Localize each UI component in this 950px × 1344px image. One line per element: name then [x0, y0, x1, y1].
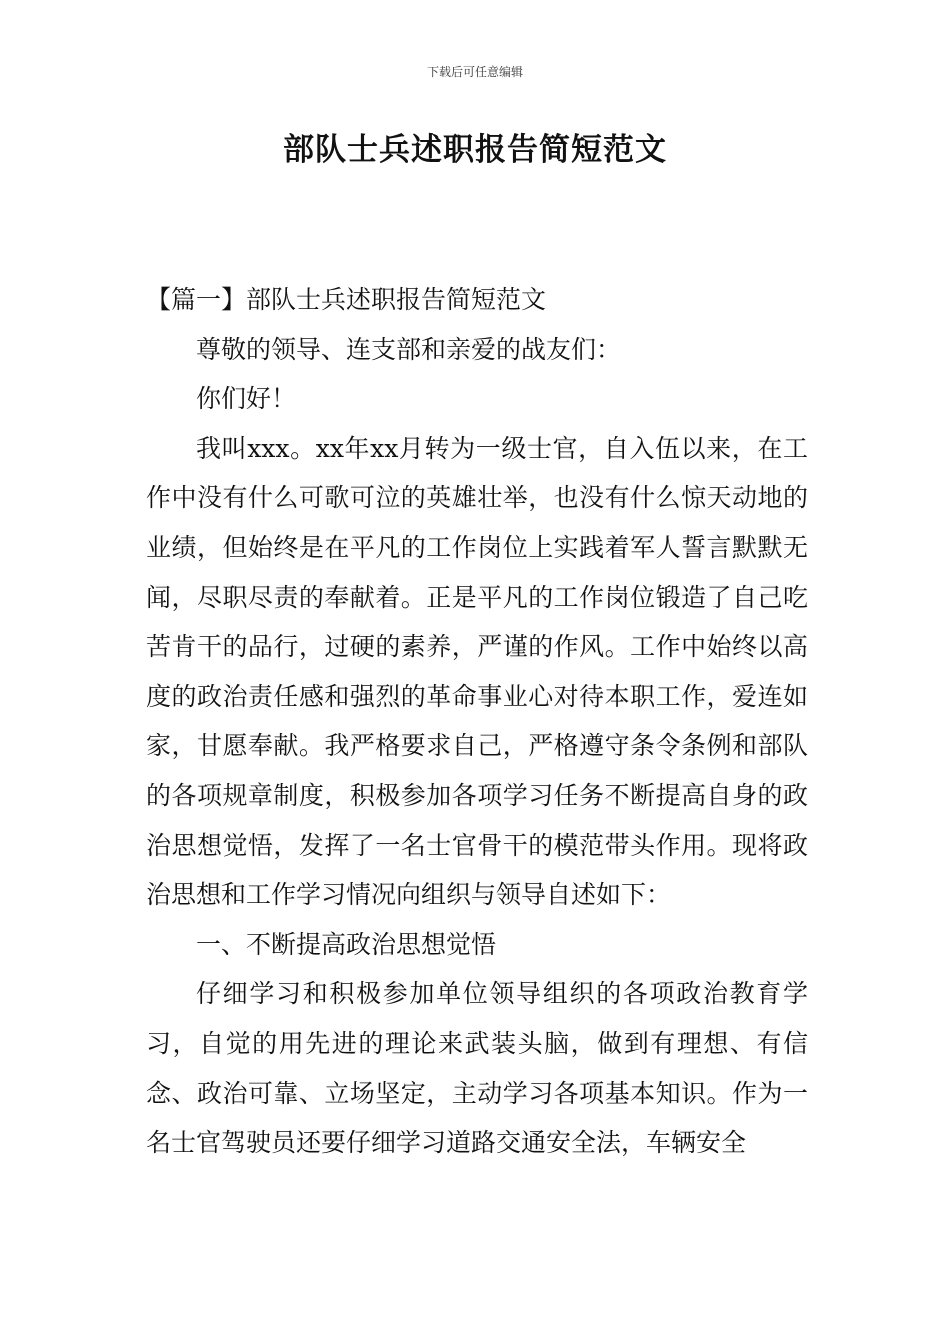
document-body [146, 275, 808, 1168]
section-heading: 【篇一】部队士兵述职报告简短范文 [146, 285, 547, 314]
salutation: 尊敬的领导、连支部和亲爱的战友们： [196, 334, 622, 364]
body-paragraph-intro: 我叫xxx。xx年xx月转为一级士官，自入伍以来，在工作中没有什么可歌可泣的英雄壮举，也没有什么惊天动地的业绩，但始终是在平凡的工作岗位上实践着军人誓言默默无闻，尽职尽责的奉献着。正是平凡的工作岗位锻造了自己吃苦肯干的品行，过硬的素养，严谨的作风。工作中始终以高度的政治责任感和强烈的革命事业心对待本职工作，爱连如家，甘愿奉献。我严格要求自己，严格遵守条令条例和部队的各项规章制度，积极参加各项学习任务不断提高自身的政治思想觉悟，发挥了一名士官骨干的模范带头作用。现将政治思想和工作学习情况向组织与领导自述如下： [146, 433, 808, 910]
greeting: 你们好！ [196, 384, 297, 414]
subsection-heading: 一、不断提高政治思想觉悟 [196, 929, 497, 959]
body-paragraph-political: 仔细学习和积极参加单位领导组织的各项政治教育学习，自觉的用先进的理论来武装头脑，做到有理想、有信念、政治可靠、立场坚定，主动学习各项基本知识。作为一名士官驾驶员还要仔细学习道路交通安全法，车辆安全 [146, 979, 808, 1158]
header-note: 下载后可任意编辑 [426, 65, 523, 79]
document-title: 部队士兵述职报告简短范文 [283, 132, 667, 168]
